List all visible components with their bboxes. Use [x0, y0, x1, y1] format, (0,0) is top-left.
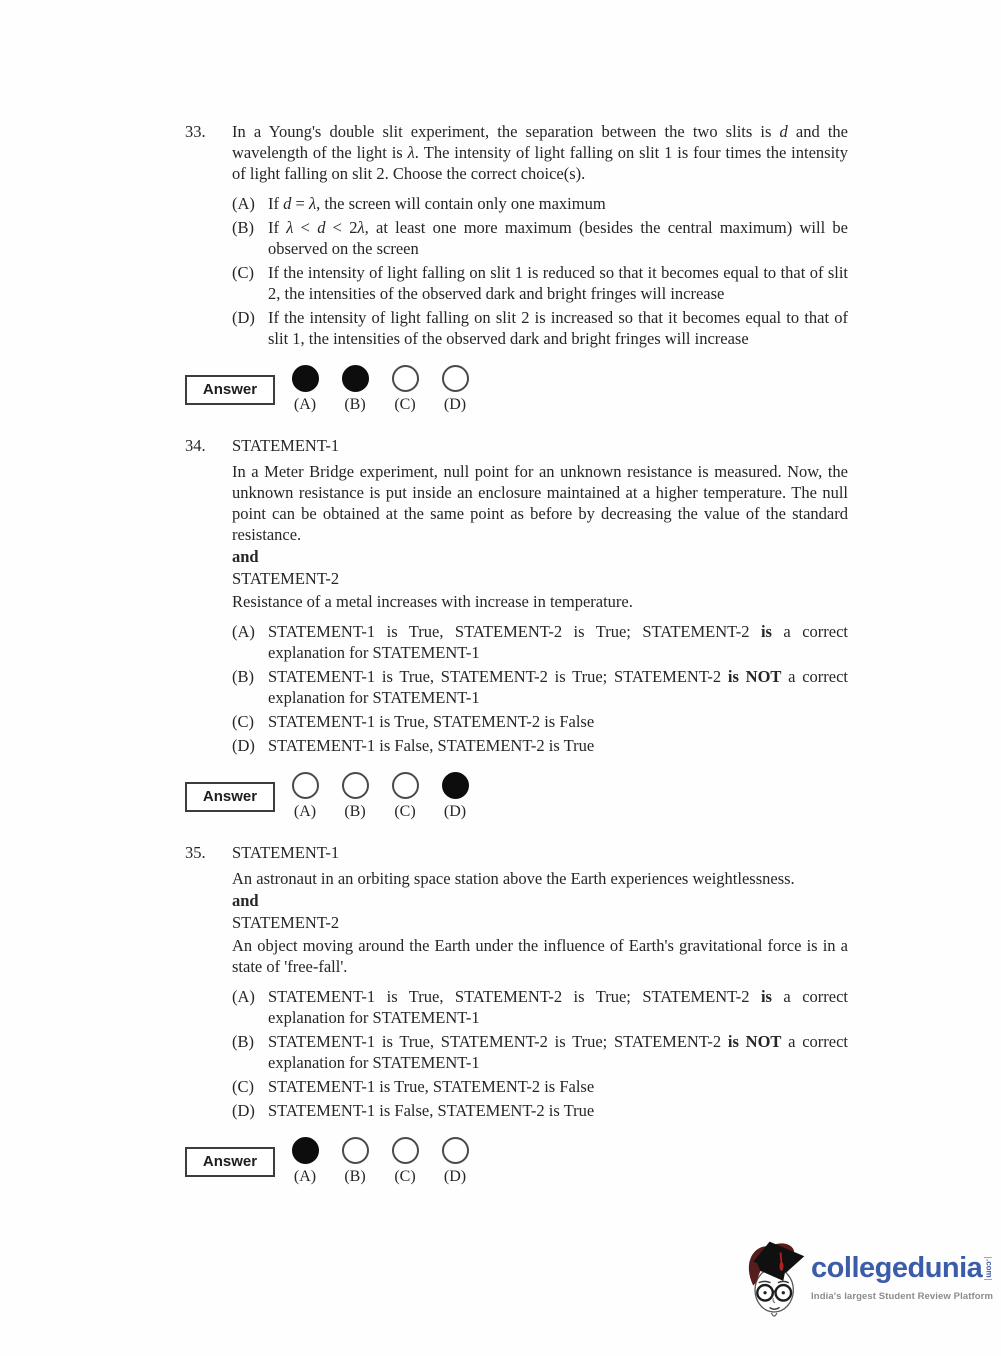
answer-choice-label: (C) — [394, 1168, 416, 1185]
option-a — [232, 986, 848, 1028]
option-text: STATEMENT-1 is True, STATEMENT-2 is True; STATEMENT-2 is a correct explanation for STATEMENT-1 — [268, 987, 849, 1027]
option-c — [232, 262, 848, 304]
brand-domain-suffix: .com — [984, 1259, 994, 1278]
option-label: (D) — [232, 308, 255, 327]
answer-choice-label: (D) — [443, 803, 467, 820]
answer-choice-a — [280, 772, 330, 821]
statement-connector: and — [232, 547, 259, 566]
answer-bubble-icon — [392, 772, 419, 799]
option-d — [232, 1100, 848, 1121]
answer-choice-a — [280, 365, 330, 414]
answer-choice-label: (B) — [344, 396, 366, 413]
question-body — [232, 121, 848, 352]
page-content — [185, 121, 848, 1207]
question-body — [232, 435, 848, 759]
answer-choice-c — [380, 1137, 430, 1186]
option-label: (D) — [232, 1101, 255, 1120]
option-text: STATEMENT-1 is False, STATEMENT-2 is True — [268, 1101, 595, 1120]
answer-bubble-icon — [292, 1137, 319, 1164]
statement-2-text: Resistance of a metal increases with increase in temperature. — [232, 592, 633, 611]
option-text: If the intensity of light falling on slit 2 is increased so that it becomes equal to that of slit 1, the intensities of the observed dark and bright fringes will increase — [268, 308, 848, 348]
option-c — [232, 711, 848, 732]
option-d — [232, 735, 848, 756]
answer-row-33 — [185, 365, 848, 414]
option-label: (C) — [232, 263, 254, 282]
option-label: (B) — [232, 1032, 254, 1051]
brand-name: collegedunia — [811, 1252, 983, 1284]
question-35 — [185, 842, 848, 1124]
option-label: (C) — [232, 1077, 254, 1096]
option-text: STATEMENT-1 is True, STATEMENT-2 is False — [268, 1077, 595, 1096]
answer-box: Answer — [185, 375, 275, 405]
answer-bubble-icon — [442, 1137, 469, 1164]
question-number: 33. — [185, 122, 206, 141]
answer-choice-label: (A) — [293, 1168, 317, 1185]
answer-bubbles — [280, 365, 480, 414]
question-number: 35. — [185, 843, 206, 862]
answer-choice-b — [330, 1137, 380, 1186]
option-label: (C) — [232, 712, 254, 731]
option-b — [232, 666, 848, 708]
collegedunia-logo — [744, 1238, 993, 1322]
answer-choice-label: (B) — [344, 1168, 366, 1185]
answer-bubbles — [280, 772, 480, 821]
statement-1-text: In a Meter Bridge experiment, null point for an unknown resistance is measured. Now, the unknown resistance is put inside an enclosure maintained at a higher temperature. The null point can be obtained at the same point as before by decreasing the value of the standard resistance. — [232, 462, 848, 544]
statement-1-heading: STATEMENT-1 — [232, 843, 340, 862]
option-label: (A) — [232, 194, 255, 213]
answer-choice-c — [380, 772, 430, 821]
question-body — [232, 842, 848, 1124]
answer-choice-label: (A) — [293, 803, 317, 820]
answer-choice-label: (D) — [443, 396, 467, 413]
answer-bubble-icon — [342, 772, 369, 799]
answer-choice-label: (B) — [344, 803, 366, 820]
option-label: (D) — [232, 736, 255, 755]
answer-row-35 — [185, 1137, 848, 1186]
option-text: STATEMENT-1 is False, STATEMENT-2 is True — [268, 736, 595, 755]
option-label: (B) — [232, 667, 254, 686]
option-c — [232, 1076, 848, 1097]
option-label: (A) — [232, 622, 255, 641]
answer-choice-d — [430, 1137, 480, 1186]
option-d — [232, 307, 848, 349]
answer-box: Answer — [185, 1147, 275, 1177]
statement-connector: and — [232, 891, 259, 910]
question-intro: In a Young's double slit experiment, the separation between the two slits is d and the wavelength of the light is λ. The intensity of light falling on slit 1 is four times the intensity of light falling on slit 2. Choose the correct choice(s). — [232, 122, 849, 183]
option-label: (B) — [232, 218, 254, 237]
answer-bubble-icon — [292, 365, 319, 392]
answer-choice-label: (D) — [443, 1168, 467, 1185]
option-b — [232, 1031, 848, 1073]
answer-bubble-icon — [442, 772, 469, 799]
option-text: STATEMENT-1 is True, STATEMENT-2 is True; STATEMENT-2 is a correct explanation for STATEMENT-1 — [268, 622, 849, 662]
answer-bubbles — [280, 1137, 480, 1186]
answer-choice-d — [430, 365, 480, 414]
answer-bubble-icon — [342, 365, 369, 392]
brand-row — [811, 1253, 993, 1283]
option-text: STATEMENT-1 is True, STATEMENT-2 is True; STATEMENT-2 is NOT a correct explanation for STATEMENT-1 — [268, 1032, 849, 1072]
option-a — [232, 621, 848, 663]
option-text: If d = λ, the screen will contain only one maximum — [268, 194, 606, 213]
option-label: (A) — [232, 987, 255, 1006]
question-33 — [185, 121, 848, 352]
statement-2-heading: STATEMENT-2 — [232, 569, 340, 588]
statement-2-heading: STATEMENT-2 — [232, 913, 340, 932]
statement-2-text: An object moving around the Earth under the influence of Earth's gravitational force is in a state of 'free-fall'. — [232, 936, 848, 976]
statement-1-heading: STATEMENT-1 — [232, 436, 340, 455]
answer-choice-d — [430, 772, 480, 821]
options-list — [232, 986, 848, 1121]
brand-tagline: India's largest Student Review Platform — [811, 1291, 993, 1302]
answer-bubble-icon — [292, 772, 319, 799]
statement-1-text: An astronaut in an orbiting space station above the Earth experiences weightlessness. — [232, 869, 795, 888]
answer-bubble-icon — [392, 1137, 419, 1164]
question-number: 34. — [185, 436, 206, 455]
collegedunia-mascot-icon — [744, 1238, 808, 1322]
option-text: STATEMENT-1 is True, STATEMENT-2 is False — [268, 712, 595, 731]
option-text: If the intensity of light falling on slit 1 is reduced so that it becomes equal to that of slit 2, the intensities of the observed dark and bright fringes will increase — [268, 263, 848, 303]
answer-box: Answer — [185, 782, 275, 812]
option-a — [232, 193, 848, 214]
answer-choice-c — [380, 365, 430, 414]
answer-bubble-icon — [392, 365, 419, 392]
options-list — [232, 193, 848, 349]
answer-choice-a — [280, 1137, 330, 1186]
options-list — [232, 621, 848, 756]
option-text: STATEMENT-1 is True, STATEMENT-2 is True; STATEMENT-2 is NOT a correct explanation for STATEMENT-1 — [268, 667, 849, 707]
logo-text-block — [811, 1253, 993, 1307]
question-34 — [185, 435, 848, 759]
option-text: If λ < d < 2λ, at least one more maximum (besides the central maximum) will be observed on the screen — [268, 218, 848, 258]
answer-bubble-icon — [442, 365, 469, 392]
answer-choice-b — [330, 772, 380, 821]
answer-choice-b — [330, 365, 380, 414]
answer-choice-label: (A) — [293, 396, 317, 413]
answer-bubble-icon — [342, 1137, 369, 1164]
option-b — [232, 217, 848, 259]
answer-choice-label: (C) — [394, 803, 416, 820]
answer-choice-label: (C) — [394, 396, 416, 413]
answer-row-34 — [185, 772, 848, 821]
